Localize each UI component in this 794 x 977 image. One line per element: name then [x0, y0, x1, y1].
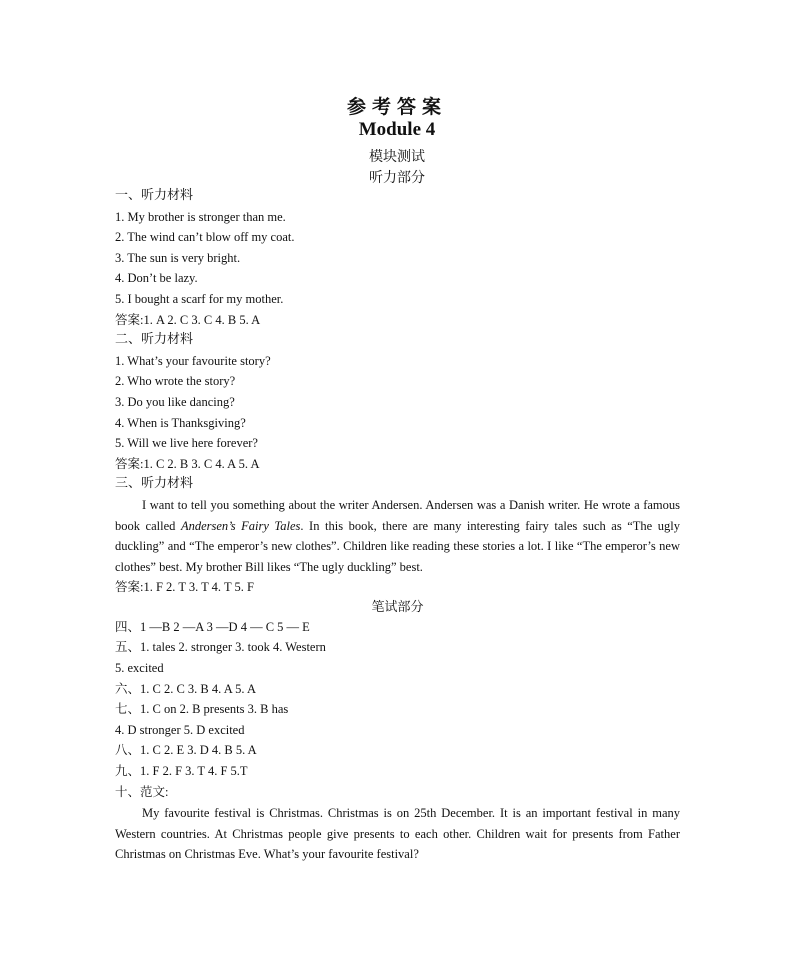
written-answer-4: 四、1 —B 2 —A 3 —D 4 — C 5 — E [115, 619, 310, 634]
part2-heading: 二、听力材料 [115, 332, 194, 348]
passage-text: I want to tell you something about the writer Andersen. Andersen was a Danish writer. He wrote a famous book called [115, 497, 680, 533]
part3-answer: 答案:1. F 2. T 3. T 4. T 5. F [115, 580, 254, 595]
written-answer-9: 九、1. F 2. F 3. T 4. F 5.T [115, 764, 248, 779]
module-title: Module 4 [358, 119, 436, 140]
book-title: Andersen’s Fairy Tales [180, 518, 301, 533]
part2-line: 5. Will we live here forever? [115, 436, 258, 451]
part3-passage [115, 495, 680, 577]
written-answer-7: 七、1. C on 2. B presents 3. B has [115, 702, 289, 717]
page-title: 参考答案 [346, 96, 447, 118]
written-section-heading: 笔试部分 [371, 599, 424, 615]
written-answer-7-cont: 4. D stronger 5. D excited [115, 722, 245, 737]
part2-answer: 答案:1. C 2. B 3. C 4. A 5. A [115, 456, 260, 471]
sample-essay: My favourite festival is Christmas. Christmas is on 25th December. It is an important festival in many Western countries. At Christmas people give presents to each other. Children wait for presents from Father Christmas on Christmas Eve. What’s your favourite festival? [115, 806, 680, 862]
part2-line: 1. What’s your favourite story? [115, 353, 271, 368]
part1-answer: 答案:1. A 2. C 3. C 4. B 5. A [115, 312, 261, 327]
subtitle: 模块测试 [369, 149, 425, 165]
written-answer-8: 八、1. C 2. E 3. D 4. B 5. A [115, 743, 257, 758]
part1-line: 2. The wind can’t blow off my coat. [115, 230, 295, 245]
part1-line: 5. I bought a scarf for my mother. [115, 291, 284, 306]
part1-line: 3. The sun is very bright. [115, 250, 241, 265]
passage-text: . In this book, there are many interesting fairy tales such as “The ugly duckling” and “The emperor’s new clothes”. Children like reading these stories a lot. I like “The emperor’s new clothes” best. My brother Bill likes “The ugly duckling” best. [115, 518, 680, 574]
written-answer-5: 五、1. tales 2. stronger 3. took 4. Western [115, 640, 326, 655]
part1-line: 4. Don’t be lazy. [115, 271, 198, 286]
part2-line: 4. When is Thanksgiving? [115, 415, 246, 430]
part1-heading: 一、听力材料 [115, 188, 194, 203]
part2-line: 3. Do you like dancing? [115, 394, 235, 409]
listening-section-heading: 听力部分 [369, 170, 425, 186]
part1-line: 1. My brother is stronger than me. [115, 209, 286, 224]
written-answer-6: 六、1. C 2. C 3. B 4. A 5. A [115, 681, 256, 696]
answer-content [115, 186, 680, 865]
part2-line: 2. Who wrote the story? [115, 374, 236, 389]
part3-heading: 三、听力材料 [115, 476, 194, 492]
written-answer-10-heading: 十、范文: [115, 784, 169, 799]
written-answer-5-cont: 5. excited [115, 661, 164, 676]
